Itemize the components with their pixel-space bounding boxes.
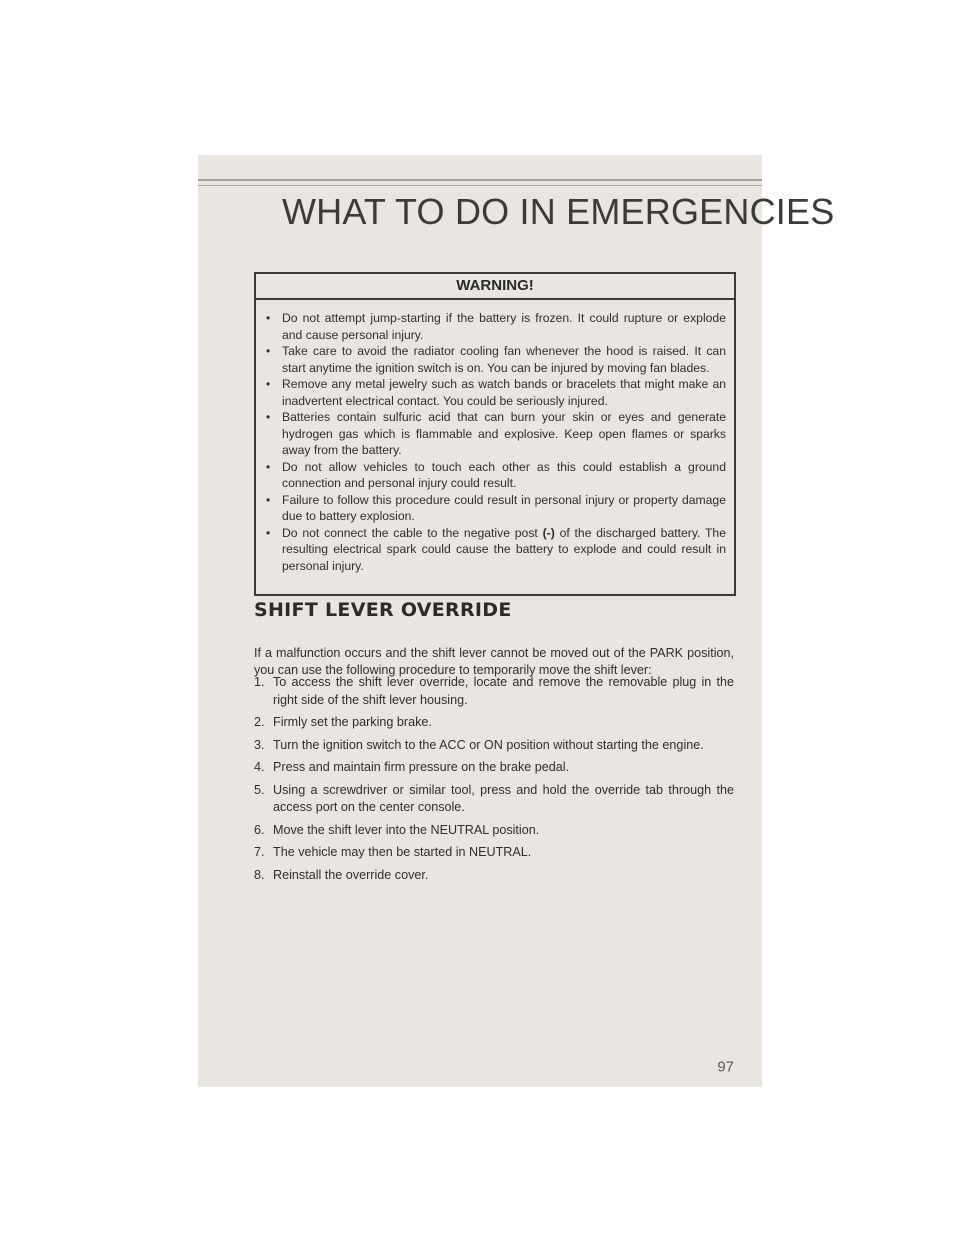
step-number: 4. [254,760,265,774]
step-number: 2. [254,715,265,729]
bullet-icon: • [266,525,271,540]
step-number: 7. [254,845,265,859]
page-number: 97 [717,1058,734,1076]
section-title: WHAT TO DO IN EMERGENCIES [282,191,835,232]
warning-title: WARNING! [256,274,734,300]
header-rule [198,179,762,181]
step-item: 3. Turn the ignition switch to the ACC or ON position without starting the engine. [254,737,734,755]
warning-item: • Batteries contain sulfuric acid that can burn your skin or eyes and generate hydrogen gas which is flammable and explosive. Keep open flames or sparks away from the battery. [266,410,726,457]
negative-post-symbol: (-) [542,525,555,540]
bullet-icon: • [266,344,271,358]
warning-box [254,272,736,596]
step-number: 6. [254,822,265,837]
warning-item: • Failure to follow this procedure could result in personal injury or property damage due to battery explosion. [266,492,726,523]
warning-list [256,300,734,574]
step-item: 2. Firmly set the parking brake. [254,714,734,732]
step-item: 5. Using a screwdriver or similar tool, press and hold the override tab through the access port on the center console. [254,782,734,814]
step-number: 5. [254,782,265,797]
warning-item: • Remove any metal jewelry such as watch bands or bracelets that might make an inadvertent electrical contact. You could be seriously injured. [266,377,726,408]
bullet-icon: • [266,410,271,424]
warning-item: • Take care to avoid the radiator cooling fan whenever the hood is raised. It can start anytime the ignition switch is on. You can be injured by moving fan blades. [266,344,726,375]
bullet-icon: • [266,459,271,474]
warning-item: • Do not attempt jump-starting if the battery is frozen. It could rupture or explode and cause personal injury. [266,311,726,342]
step-item: 6. Move the shift lever into the NEUTRAL position. [254,822,734,840]
warning-item: • Do not allow vehicles to touch each other as this could establish a ground connection and personal injury could result. [266,459,726,490]
step-number: 1. [254,675,265,689]
step-item: 1. To access the shift lever override, locate and remove the removable plug in the right side of the shift lever housing. [254,675,734,707]
step-item: 7. The vehicle may then be started in NEUTRAL. [254,844,734,862]
header-rule-thin [198,185,762,186]
bullet-icon: • [266,492,271,507]
intro-paragraph: If a malfunction occurs and the shift lever cannot be moved out of the PARK position, you can use the following procedure to temporarily move the shift lever: [254,645,734,678]
step-number: 3. [254,737,265,752]
bullet-icon: • [266,311,271,325]
step-item: 4. Press and maintain firm pressure on the brake pedal. [254,759,734,777]
step-item: 8. Reinstall the override cover. [254,867,734,885]
bullet-icon: • [266,377,271,391]
procedure-steps [254,674,734,889]
step-number: 8. [254,867,265,882]
warning-item: • Do not connect the cable to the negative post (-) of the discharged battery. The resulting electrical spark could cause the battery to explode and could result in personal injury. [266,525,726,573]
manual-page [198,155,835,1087]
section-heading: SHIFT LEVER OVERRIDE [254,599,512,621]
